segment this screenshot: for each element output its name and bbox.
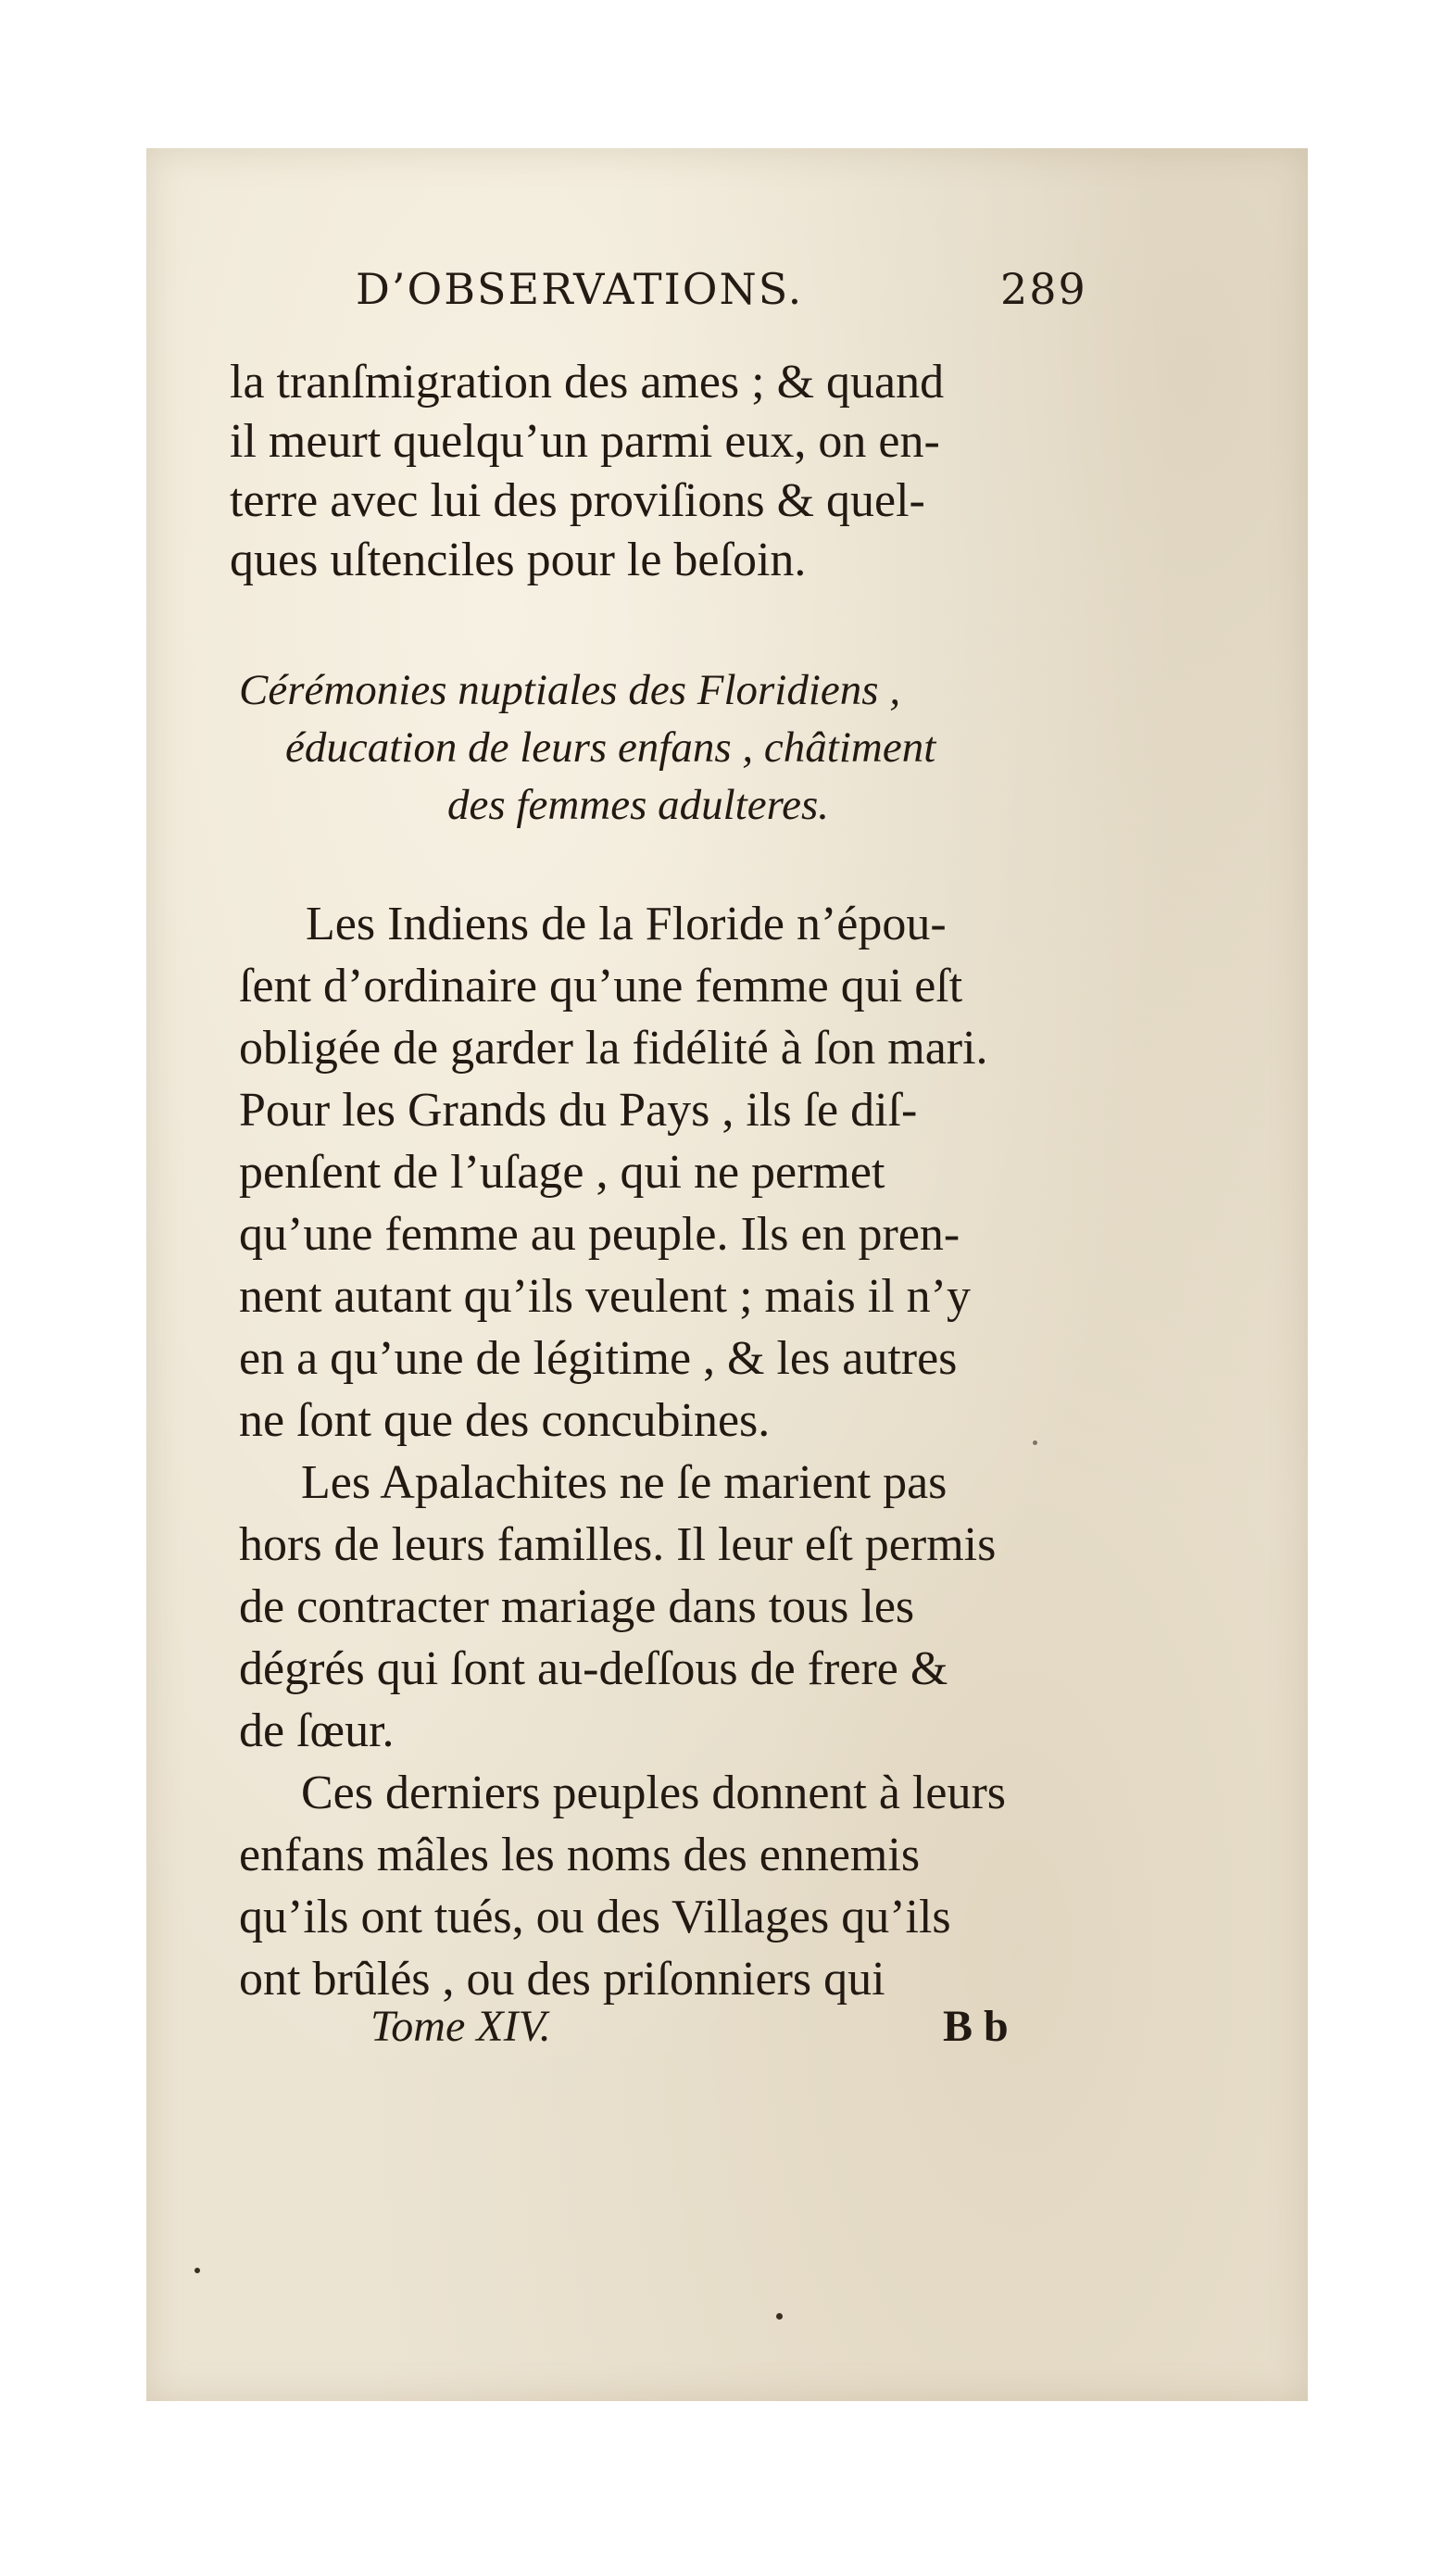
running-title: D’OBSERVATIONS.: [356, 264, 804, 314]
text-line: nent autant qu’ils veulent ; mais il n’y: [239, 1270, 971, 1323]
text-line: obligée de garder la fidélité à ſon mari.: [239, 1022, 988, 1075]
text-line: dégrés qui ſont au-deſſous de frere &: [239, 1642, 948, 1695]
text-line: ne ſont que des concubines.: [239, 1394, 771, 1447]
text-line: qu’une femme au peuple. Ils en pren-: [239, 1208, 960, 1261]
text-line: ques uſtenciles pour le beſoin.: [230, 534, 807, 586]
section-heading-line: des femmes adulteres.: [447, 781, 830, 829]
text-line: qu’ils ont tués, ou des Villages qu’ils: [239, 1891, 951, 1943]
text-line: terre avec lui des proviſions & quel-: [230, 474, 925, 527]
text-line: Pour les Grands du Pays , ils ſe diſ-: [239, 1084, 918, 1137]
section-heading-line: éducation de leurs enfans , châtiment: [285, 723, 936, 772]
text-line: de contracter mariage dans tous les: [239, 1580, 915, 1633]
text-line: Ces derniers peuples donnent à leurs: [301, 1767, 1007, 1819]
paper-speck: [195, 2268, 200, 2273]
section-heading-line: Cérémonies nuptiales des Floridiens ,: [239, 666, 901, 714]
signature-mark: B b: [943, 2002, 1009, 2051]
volume-footer: Tome XIV.: [370, 2002, 551, 2051]
text-line: penſent de l’uſage , qui ne permet: [239, 1146, 885, 1199]
paper-speck: [1033, 1440, 1037, 1445]
text-line: il meurt quelqu’un parmi eux, on en-: [230, 415, 940, 468]
text-line: Les Indiens de la Floride n’épou-: [306, 898, 947, 950]
text-line: enfans mâles les noms des ennemis: [239, 1829, 921, 1881]
text-line: ont brûlés , ou des priſonniers qui: [239, 1953, 885, 2006]
text-line: hors de leurs familles. Il leur eſt permis: [239, 1518, 997, 1571]
text-line: en a qu’une de légitime , & les autres: [239, 1332, 958, 1385]
text-line: la tranſmigration des ames ; & quand: [230, 356, 945, 409]
text-line: de ſœur.: [239, 1704, 395, 1757]
text-line: ſent d’ordinaire qu’une femme qui eſt: [239, 960, 963, 1012]
paper-speck: [776, 2313, 783, 2320]
text-line: Les Apalachites ne ſe marient pas: [301, 1456, 948, 1509]
page-number: 289: [1000, 264, 1087, 314]
